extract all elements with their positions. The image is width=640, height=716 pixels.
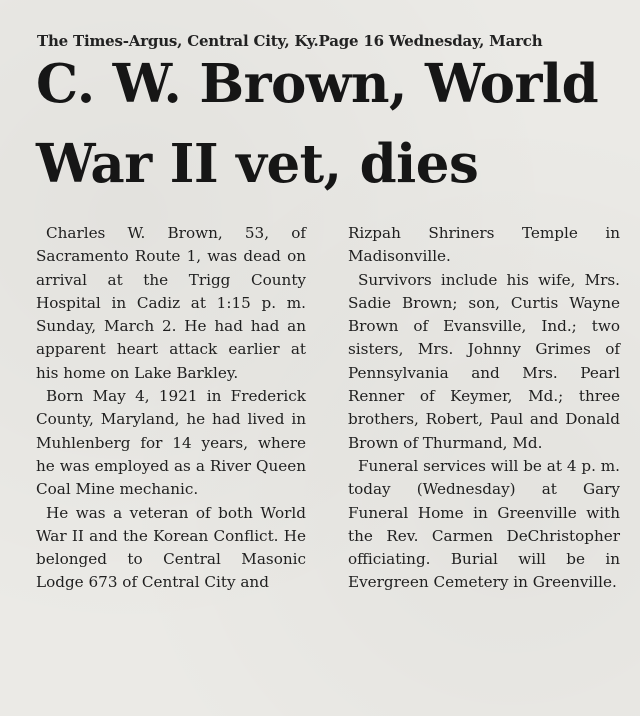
article-right-column (348, 222, 620, 595)
article-paragraph: Born May 4, 1921 in Frederick County, Maryland, he had lived in Muhlenberg for 14 years, where he was employed as a River Queen Coal Mine mechanic. (36, 387, 306, 499)
article-paragraph: Rizpah Shriners Temple in Madisonville. (348, 224, 620, 266)
headline (36, 44, 636, 204)
article-paragraph: Funeral services will be at 4 p. m. today (Wednesday) at Gary Funeral Home in Greenville with the Rev. Carmen DeChristopher officiating. Burial will be in Evergreen Cemetery in Greenville. (348, 456, 620, 592)
headline-line-1: C. W. Brown, World (36, 53, 599, 115)
article-paragraph: Charles W. Brown, 53, of Sacramento Route 1, was dead on arrival at the Trigg County Hospital in Cadiz at 1:15 p. m. Sunday, March 2. He had had an apparent heart attack earlier at his home on Lake Barkley. (36, 224, 306, 382)
page-header: The Times-Argus, Central City, Ky.Page 16 Wednesday, March (37, 32, 543, 50)
article-paragraph: Survivors include his wife, Mrs. Sadie Brown; son, Curtis Wayne Brown of Evansville, Ind.; two sisters, Mrs. Johnny Grimes of Pennsylvania and Mrs. Pearl Renner of Keymer, Md.; three brothers, Robert, Paul and Donald Brown of Thurmand, Md. (348, 270, 620, 452)
article-left-column (36, 222, 306, 595)
headline-line-2: War II vet, dies (36, 133, 479, 195)
article-paragraph: He was a veteran of both World War II and the Korean Conflict. He belonged to Central Masonic Lodge 673 of Central City and (36, 503, 306, 592)
